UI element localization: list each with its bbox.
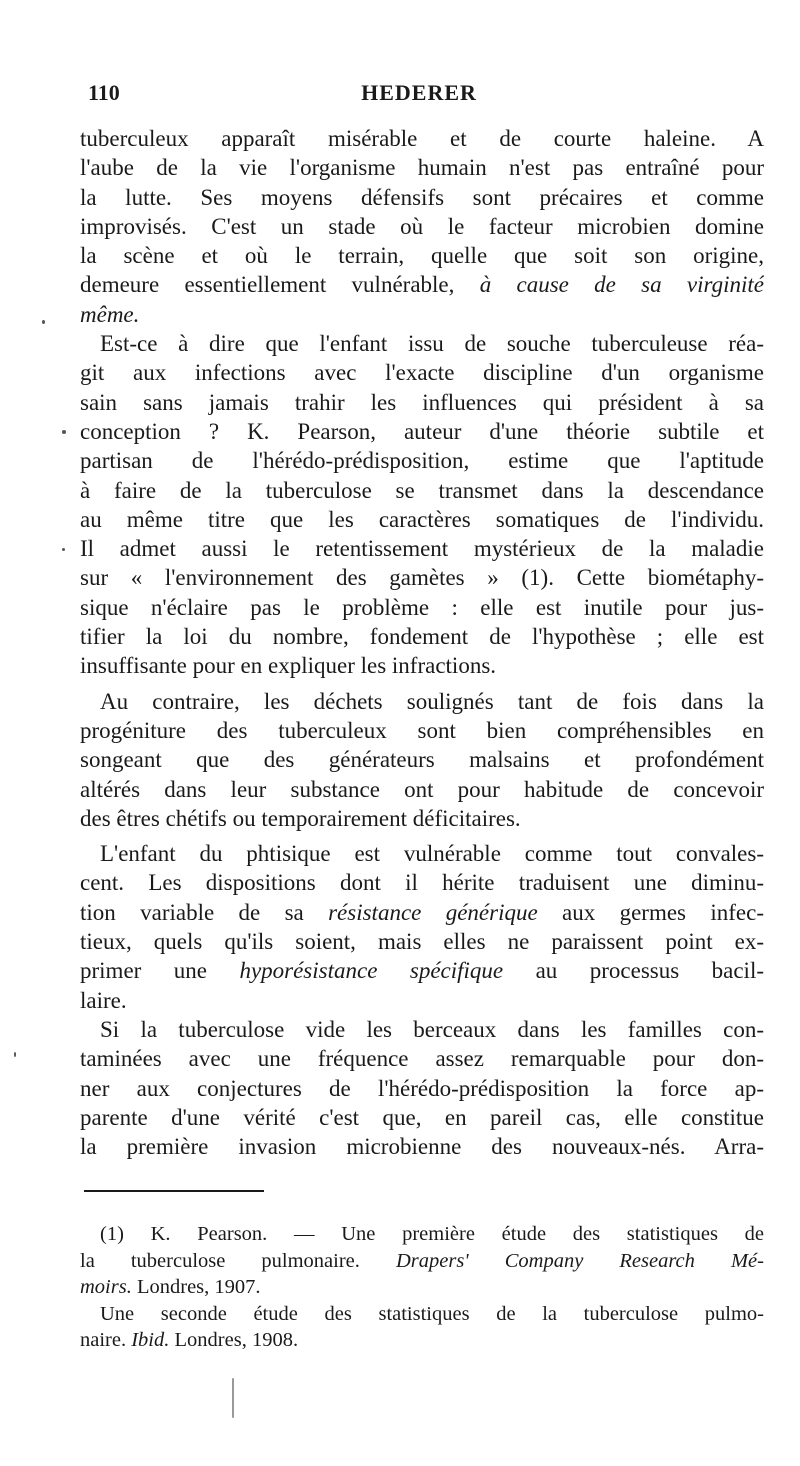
footnote bbox=[80, 1221, 764, 1301]
footnote-line: Une seconde étude des statistiques de la tuberculose pulmo- bbox=[100, 1302, 764, 1325]
text-line: songeant que des générateurs malsains et profondément bbox=[80, 747, 764, 773]
text-line: sique n'éclaire pas le problème : elle est inutile pour jus- bbox=[80, 594, 764, 620]
paragraph bbox=[80, 839, 764, 1015]
body-text bbox=[80, 124, 764, 1161]
running-head: HEDERER bbox=[361, 80, 477, 105]
text-line: tifier la loi du nombre, fondement de l'hypothèse ; elle est bbox=[80, 624, 764, 650]
text-line: sur « l'environnement des gamètes » (1). Cette biométaphy- bbox=[80, 565, 764, 591]
footnote-line: moirs. Londres, 1907. bbox=[80, 1276, 261, 1298]
text-line: à faire de la tuberculose se transmet dans la descendance bbox=[80, 477, 764, 503]
text-line: cent. Les dispositions dont il hérite traduisent une diminu- bbox=[80, 870, 764, 896]
text-line: conception ? K. Pearson, auteur d'une théorie subtile et bbox=[80, 418, 764, 444]
text-line: demeure essentiellement vulnérable, à cause de sa virginité bbox=[80, 272, 764, 298]
text-line: tieux, quels qu'ils soient, mais elles ne paraissent point ex- bbox=[80, 929, 764, 955]
footnote bbox=[80, 1301, 764, 1354]
footnote-line: (1) K. Pearson. — Une première étude des statistiques de bbox=[100, 1223, 764, 1245]
text-line: primer une hyporésistance spécifique au processus bacil- bbox=[80, 958, 764, 984]
text-line: la scène et où le terrain, quelle que soit son origine, bbox=[80, 243, 764, 269]
text-line: la lutte. Ses moyens défensifs sont précaires et comme bbox=[80, 184, 764, 210]
text-line: Il admet aussi le retentissement mystérieux de la maladie bbox=[80, 536, 764, 562]
text-line: git aux infections avec l'exacte discipline d'un organisme bbox=[80, 360, 764, 386]
text-line: Est-ce à dire que l'enfant issu de souche tuberculeuse réa- bbox=[100, 331, 764, 357]
text-line: insuffisante pour en expliquer les infractions. bbox=[80, 653, 497, 679]
text-line: L'enfant du phtisique est vulnérable comme tout convales- bbox=[100, 841, 764, 867]
paragraph bbox=[80, 1015, 764, 1161]
page-header bbox=[88, 80, 750, 112]
footnote-rule bbox=[84, 1190, 264, 1192]
text-line: parente d'une vérité c'est que, en pareil cas, elle constitue bbox=[80, 1104, 764, 1130]
print-speck bbox=[232, 1378, 234, 1418]
text-line: tion variable de sa résistance générique aux germes infec- bbox=[80, 899, 764, 925]
text-line: Au contraire, les déchets soulignés tant de fois dans la bbox=[100, 688, 764, 714]
text-line: tuberculeux apparaît misérable et de courte haleine. A bbox=[80, 126, 764, 151]
print-speck bbox=[14, 1052, 16, 1057]
text-line: sain sans jamais trahir les influences qui président à sa bbox=[80, 389, 764, 415]
text-line: partisan de l'hérédo-prédisposition, estime que l'aptitude bbox=[80, 448, 764, 474]
page-number: 110 bbox=[88, 80, 120, 105]
paragraph bbox=[80, 687, 764, 833]
print-speck bbox=[42, 320, 45, 324]
text-line: laire. bbox=[80, 987, 127, 1013]
footnote-line: naire. Ibid. Londres, 1908. bbox=[80, 1329, 299, 1351]
text-line: ner aux conjectures de l'hérédo-prédisposition la force ap- bbox=[80, 1075, 764, 1101]
text-line: au même titre que les caractères somatiques de l'individu. bbox=[80, 506, 764, 532]
print-speck bbox=[62, 430, 66, 434]
text-line: taminées avec une fréquence assez remarquable pour don- bbox=[80, 1046, 764, 1072]
text-line: Si la tuberculose vide les berceaux dans les familles con- bbox=[100, 1016, 764, 1042]
paragraph bbox=[80, 329, 764, 681]
text-line: même. bbox=[80, 301, 140, 327]
text-line: progéniture des tuberculeux sont bien compréhensibles en bbox=[80, 717, 764, 743]
text-line: l'aube de la vie l'organisme humain n'est pas entraîné pour bbox=[80, 155, 764, 181]
print-speck bbox=[62, 548, 65, 551]
footnotes bbox=[80, 1221, 764, 1354]
text-line: des êtres chétifs ou temporairement déficitaires. bbox=[80, 805, 521, 831]
paragraph bbox=[80, 124, 764, 329]
text-line: improvisés. C'est un stade où le facteur microbien domine bbox=[80, 213, 764, 239]
text-line: la première invasion microbienne des nouveaux-nés. Arra- bbox=[80, 1134, 764, 1160]
footnote-line: la tuberculose pulmonaire. Drapers' Company Research Mé- bbox=[80, 1249, 764, 1272]
text-line: altérés dans leur substance ont pour habitude de concevoir bbox=[80, 776, 764, 802]
